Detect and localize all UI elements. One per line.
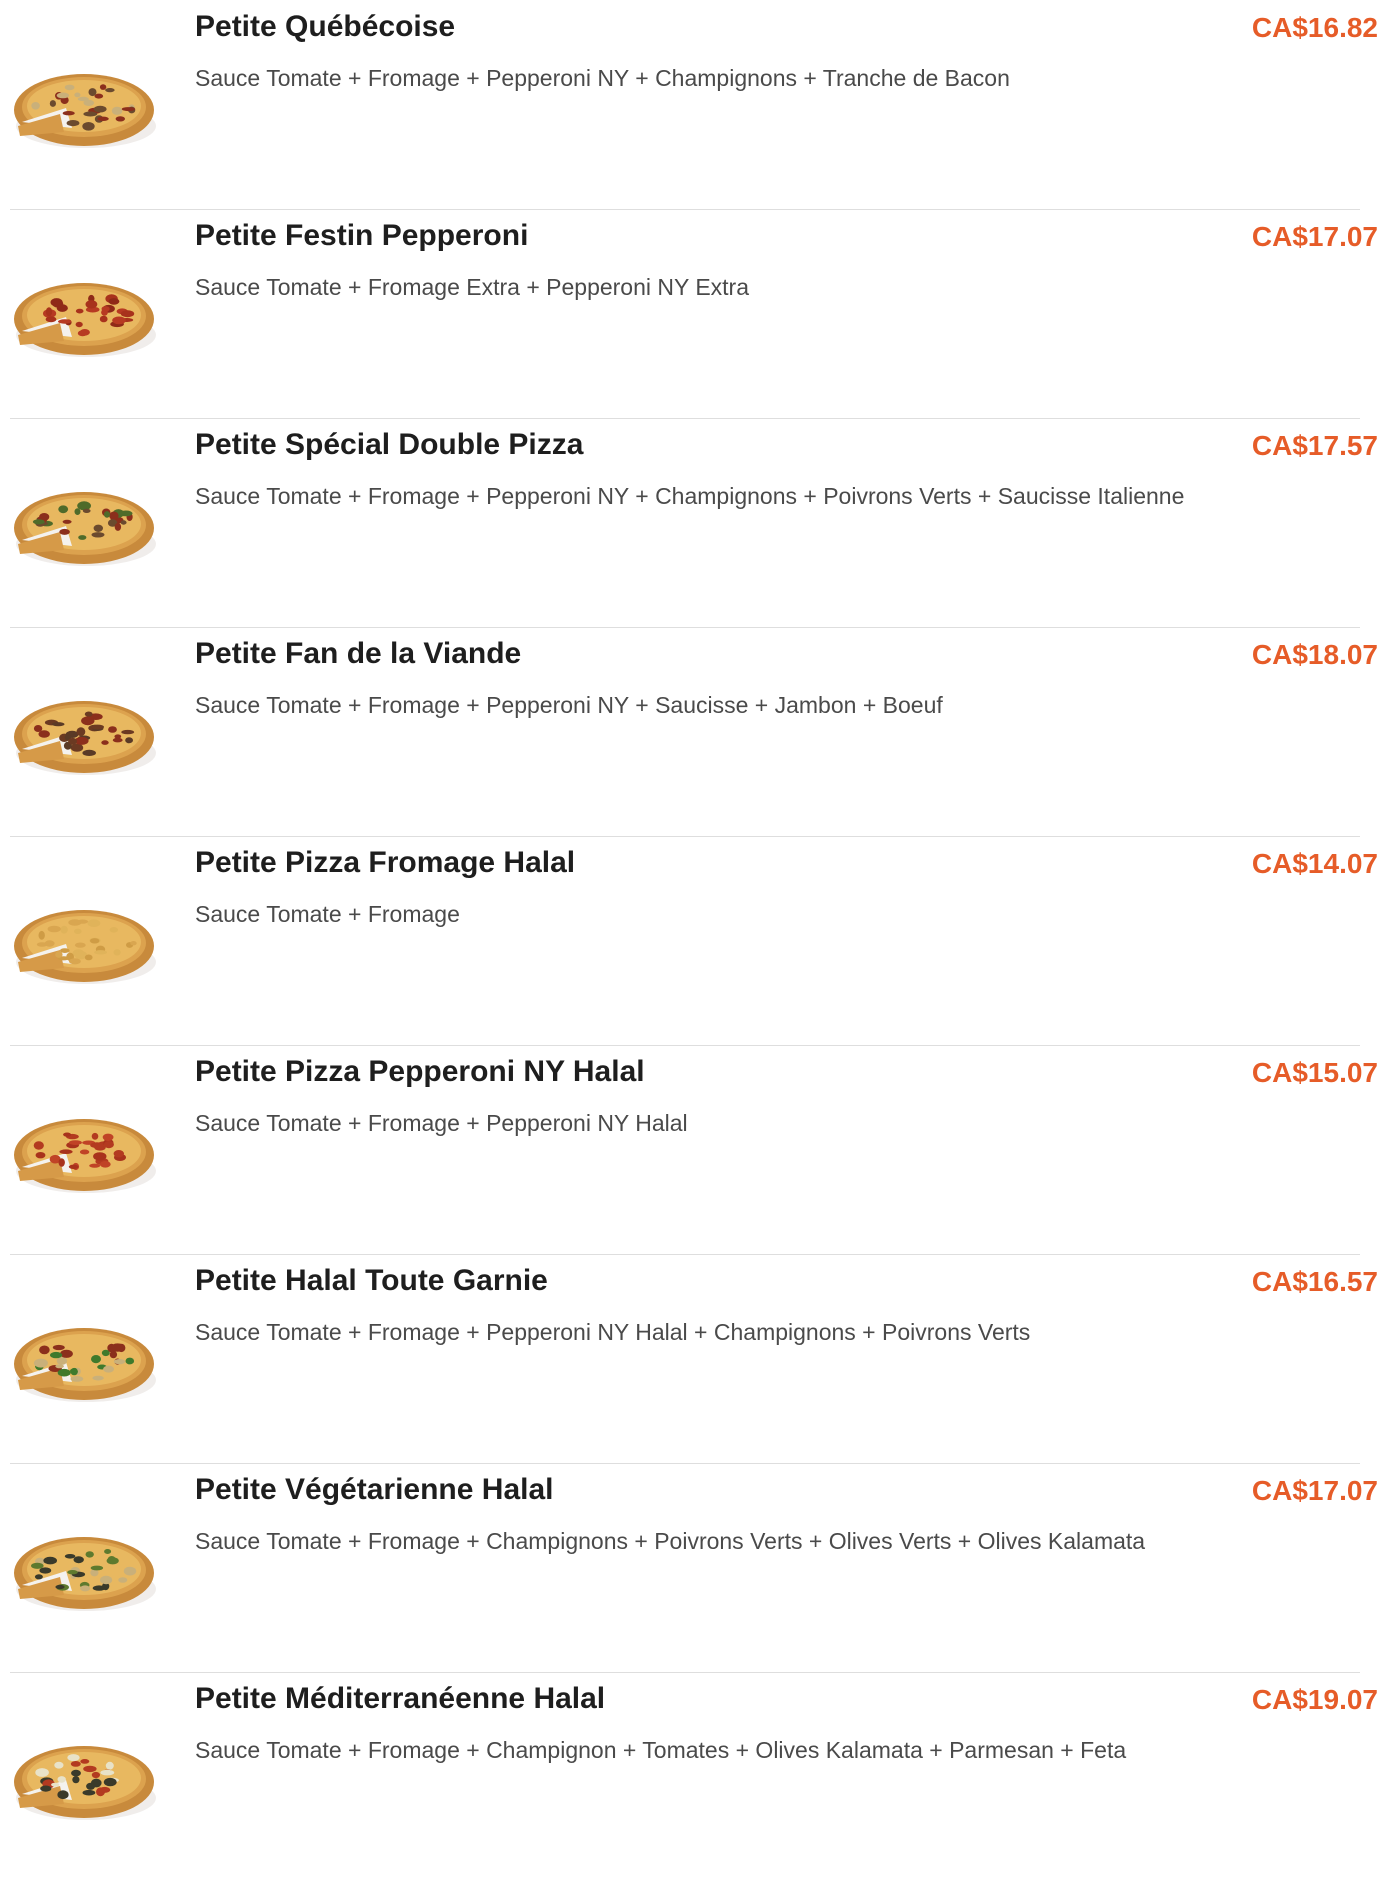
- pizza-image-icon[interactable]: [8, 52, 158, 162]
- item-name[interactable]: Petite Pizza Pepperoni NY Halal: [195, 1055, 645, 1088]
- pizza-image-icon[interactable]: [8, 470, 158, 580]
- item-name[interactable]: Petite Halal Toute Garnie: [195, 1264, 548, 1297]
- menu-item[interactable]: [0, 1254, 1396, 1463]
- menu-item[interactable]: [0, 1045, 1396, 1254]
- menu-item[interactable]: [0, 209, 1396, 418]
- item-price[interactable]: CA$16.57: [1251, 1266, 1378, 1297]
- item-price[interactable]: CA$17.07: [1251, 1475, 1378, 1506]
- item-price[interactable]: CA$14.07: [1251, 848, 1378, 879]
- pizza-image-icon[interactable]: [8, 1515, 158, 1625]
- menu-item[interactable]: [0, 1463, 1396, 1672]
- pizza-image-icon[interactable]: [8, 1724, 158, 1834]
- item-name[interactable]: Petite Pizza Fromage Halal: [195, 846, 576, 879]
- pizza-image-icon[interactable]: [8, 679, 158, 789]
- item-price[interactable]: CA$15.07: [1251, 1057, 1378, 1088]
- divider: [10, 627, 1360, 628]
- divider: [10, 1045, 1360, 1046]
- divider: [10, 1254, 1360, 1255]
- item-name[interactable]: Petite Végétarienne Halal: [195, 1473, 554, 1506]
- item-description: Sauce Tomate + Fromage: [195, 901, 460, 927]
- menu-item[interactable]: [0, 627, 1396, 836]
- item-name[interactable]: Petite Québécoise: [195, 10, 456, 43]
- item-description: Sauce Tomate + Fromage + Champignons + Poivrons Verts + Olives Verts + Olives Kalamata: [195, 1528, 1146, 1554]
- item-price[interactable]: CA$19.07: [1251, 1684, 1378, 1715]
- menu-item[interactable]: [0, 836, 1396, 1045]
- pizza-image-icon[interactable]: [8, 1306, 158, 1416]
- item-name[interactable]: Petite Festin Pepperoni: [195, 219, 529, 252]
- divider: [10, 1672, 1360, 1673]
- menu-item[interactable]: [0, 1672, 1396, 1881]
- item-description: Sauce Tomate + Fromage + Pepperoni NY Halal + Champignons + Poivrons Verts: [195, 1319, 1031, 1345]
- item-description: Sauce Tomate + Fromage + Pepperoni NY + Saucisse + Jambon + Boeuf: [195, 692, 943, 718]
- divider: [10, 418, 1360, 419]
- item-name[interactable]: Petite Méditerranéenne Halal: [195, 1682, 606, 1715]
- divider: [10, 836, 1360, 837]
- pizza-image-icon[interactable]: [8, 888, 158, 998]
- item-description: Sauce Tomate + Fromage + Champignon + Tomates + Olives Kalamata + Parmesan + Feta: [195, 1737, 1127, 1763]
- divider: [10, 209, 1360, 210]
- menu-item[interactable]: [0, 418, 1396, 627]
- item-price[interactable]: CA$18.07: [1251, 639, 1378, 670]
- item-price[interactable]: CA$17.07: [1251, 221, 1378, 252]
- pizza-image-icon[interactable]: [8, 1097, 158, 1207]
- item-price[interactable]: CA$16.82: [1251, 12, 1378, 43]
- item-description: Sauce Tomate + Fromage + Pepperoni NY Halal: [195, 1110, 688, 1136]
- item-price[interactable]: CA$17.57: [1251, 430, 1378, 461]
- item-name[interactable]: Petite Spécial Double Pizza: [195, 428, 584, 461]
- item-name[interactable]: Petite Fan de la Viande: [195, 637, 522, 670]
- item-description: Sauce Tomate + Fromage + Pepperoni NY + Champignons + Poivrons Verts + Saucisse Italienne: [195, 483, 1185, 509]
- menu-item[interactable]: [0, 0, 1396, 209]
- item-description: Sauce Tomate + Fromage Extra + Pepperoni NY Extra: [195, 274, 749, 300]
- divider: [10, 1463, 1360, 1464]
- item-description: Sauce Tomate + Fromage + Pepperoni NY + Champignons + Tranche de Bacon: [195, 65, 1010, 91]
- pizza-image-icon[interactable]: [8, 261, 158, 371]
